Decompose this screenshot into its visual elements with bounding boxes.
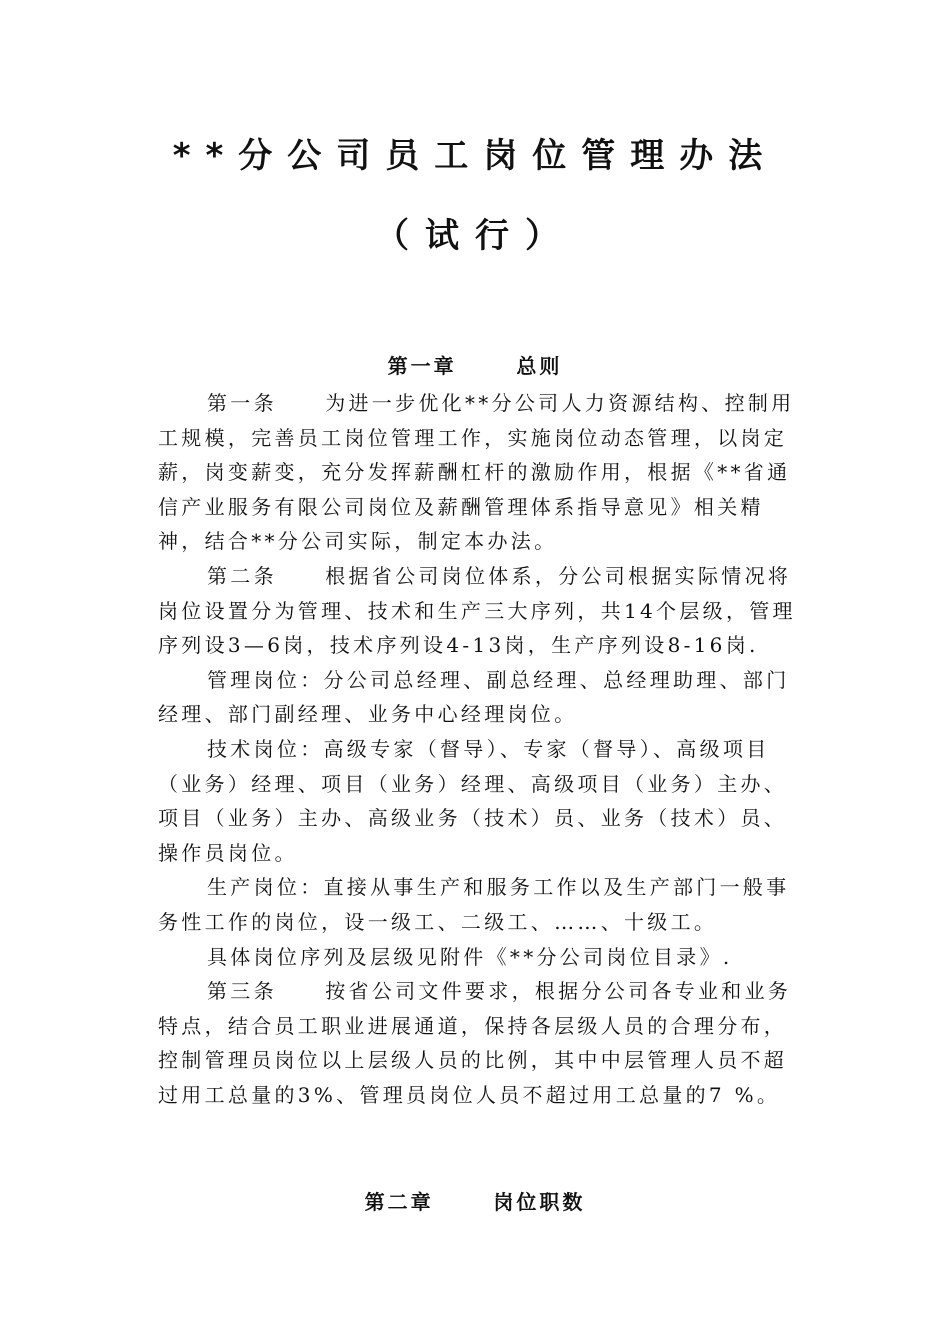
chapter-1-heading: 第一章 总则 bbox=[387, 354, 563, 378]
article-2 bbox=[158, 559, 808, 663]
management-positions bbox=[158, 663, 808, 732]
document-title: **分公司员工岗位管理办法 bbox=[172, 136, 778, 176]
article-text: 按省公司文件要求，根据分公司各专业和业务特点，结合员工职业进展通道，保持各层级人员的合理分布，控制管理员岗位以上层级人员的比例，其中中层管理人员不超过用工总量的3%、管理员岗位人员不超过用工总量的7 %。 bbox=[158, 979, 792, 1107]
article-1 bbox=[158, 386, 808, 559]
technical-positions bbox=[158, 732, 808, 870]
article-text: 管理岗位：分公司总经理、副总经理、总经理助理、部门经理、部门副经理、业务中心经理岗位。 bbox=[158, 667, 790, 727]
chapter-1-body bbox=[158, 386, 808, 1112]
article-text: 根据省公司岗位体系，分公司根据实际情况将岗位设置分为管理、技术和生产三大序列，共14个层级，管理序列设3—6岗，技术序列设4-13岗，生产序列设8-16岗. bbox=[158, 563, 796, 658]
article-text: 生产岗位：直接从事生产和服务工作以及生产部门一般事务性工作的岗位，设一级工、二级工、……、十级工。 bbox=[158, 875, 790, 934]
production-positions bbox=[158, 870, 808, 939]
position-catalog-note bbox=[158, 940, 808, 975]
article-3 bbox=[158, 974, 808, 1112]
document-subtitle: （试行） bbox=[375, 216, 575, 256]
article-lead: 第一条 bbox=[207, 391, 326, 415]
article-text: 为进一步优化**分公司人力资源结构、控制用工规模，完善员工岗位管理工作，实施岗位动态管理，以岗定薪，岗变薪变，充分发挥薪酬杠杆的激励作用，根据《**省通信产业服务有限公司岗位及薪酬管理体系指导意见》相关精神，结合**分公司实际，制定本办法。 bbox=[158, 391, 795, 554]
chapter-2-heading: 第二章 岗位职数 bbox=[364, 1190, 586, 1214]
article-text: 具体岗位序列及层级见附件《**分公司岗位目录》. bbox=[207, 944, 733, 969]
article-lead: 第三条 bbox=[207, 979, 326, 1004]
article-lead: 第二条 bbox=[207, 563, 326, 588]
article-text: 技术岗位：高级专家（督导）、专家（督导）、高级项目（业务）经理、项目（业务）经理、高级项目（业务）主办、项目（业务）主办、高级业务（技术）员、业务（技术）员、操作员岗位。 bbox=[158, 736, 788, 865]
